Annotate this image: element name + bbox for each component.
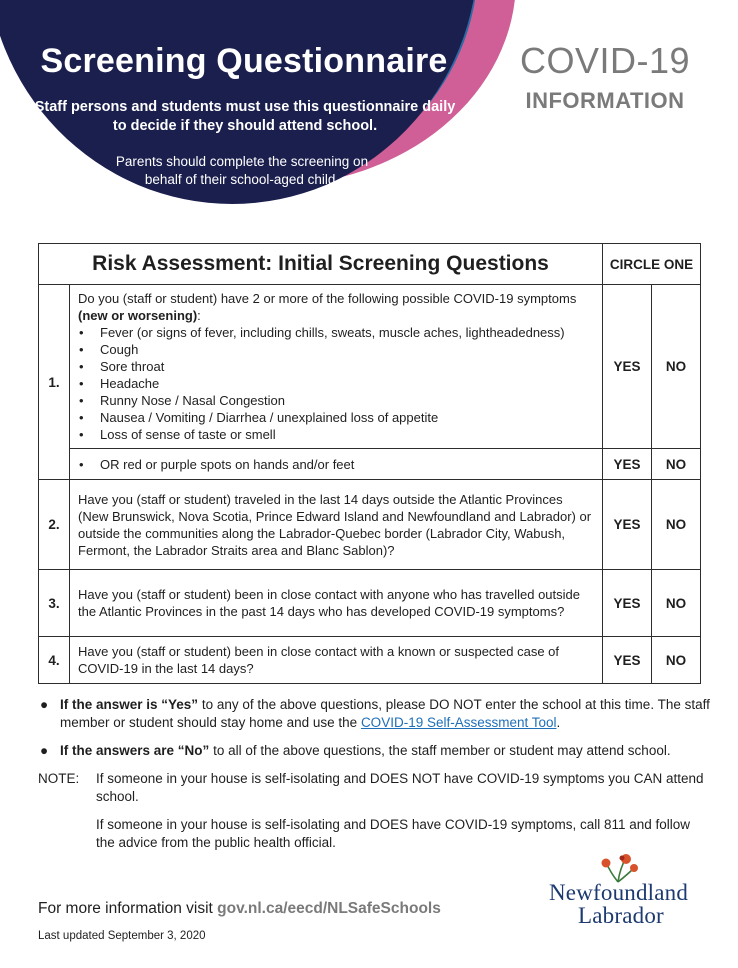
yes-guidance-end: . (556, 715, 561, 730)
question-number: 2. (39, 480, 70, 570)
question-3-text: Have you (staff or student) been in close contact with anyone who has travelled outside the Atlantic Provinces in the past 14 days who has developed COVID-19 symptoms? (70, 570, 603, 637)
yes-option[interactable]: YES (603, 570, 652, 637)
logo-text-labrador: Labrador (578, 903, 664, 928)
no-option[interactable]: NO (652, 570, 701, 637)
bullet: ● (40, 697, 49, 712)
question-1-text (70, 285, 603, 449)
logo-text-newfoundland: Newfoundland (549, 880, 689, 905)
symptom-list (78, 324, 594, 443)
yes-option[interactable]: YES (603, 480, 652, 570)
yes-guidance-lead: If the answer is “Yes” (60, 697, 199, 712)
no-option[interactable]: NO (652, 285, 701, 449)
covid-subtitle: INFORMATION (525, 88, 685, 113)
circle-one-heading: CIRCLE ONE (603, 244, 701, 285)
no-guidance-text: to all of the above questions, the staff member or student may attend school. (209, 743, 671, 758)
table-row (39, 637, 701, 684)
note-2: If someone in your house is self-isolating and DOES have COVID-19 symptoms, call 811 and follow the advice from the public health official. (96, 817, 691, 850)
note-block (38, 770, 710, 862)
question-1-colon: : (197, 308, 201, 323)
last-updated: Last updated September 3, 2020 (38, 930, 206, 942)
question-1-intro: Do you (staff or student) have 2 or more of the following possible COVID-19 symptoms (78, 291, 577, 306)
no-option[interactable]: NO (652, 449, 701, 480)
note-1: If someone in your house is self-isolating and DOES NOT have COVID-19 symptoms you CAN attend school. (96, 771, 704, 804)
self-assessment-tool-link[interactable]: COVID-19 Self-Assessment Tool (360, 715, 557, 730)
table-row (39, 285, 701, 449)
note-label: NOTE: (38, 771, 80, 786)
table-heading: Risk Assessment: Initial Screening Questions (39, 244, 603, 285)
website-url[interactable]: gov.nl.ca/eecd/NLSafeSchools (217, 900, 441, 917)
list-item: • Loss of sense of taste or smell (78, 426, 594, 443)
list-item: • Fever (or signs of fever, including chills, sweats, muscle aches, lightheadedness) (78, 324, 594, 341)
no-option[interactable]: NO (652, 637, 701, 684)
no-option[interactable]: NO (652, 480, 701, 570)
yes-guidance-text: to any of the above questions, please DO NOT enter the school at this time. The staff member or student should stay home and use the (60, 697, 710, 730)
covid-title: COVID-19 (519, 40, 691, 81)
page-title: Screening Questionnaire (40, 42, 448, 80)
list-item: • Runny Nose / Nasal Congestion (78, 392, 594, 409)
question-1-emphasis: (new or worsening) (78, 308, 198, 323)
more-info-label: For more information visit (38, 900, 218, 917)
guidance-section (38, 696, 710, 862)
question-1-extra (70, 449, 603, 480)
question-number: 4. (39, 637, 70, 684)
page-subtitle: Staff persons and students must use this questionnaire daily to decide if they should attend school. (34, 99, 456, 134)
no-guidance (38, 742, 710, 760)
yes-guidance (38, 696, 710, 732)
table-row (39, 570, 701, 637)
question-number: 3. (39, 570, 70, 637)
no-guidance-lead: If the answers are “No” (60, 743, 210, 758)
more-info (38, 900, 441, 918)
list-item: • Cough (78, 341, 594, 358)
table-row (39, 480, 701, 570)
yes-option[interactable]: YES (603, 285, 652, 449)
table-row (39, 449, 701, 480)
yes-option[interactable]: YES (603, 637, 652, 684)
list-item: • OR red or purple spots on hands and/or feet (78, 456, 594, 473)
question-number: 1. (39, 285, 70, 480)
table-header-row (39, 244, 701, 285)
parents-note: Parents should complete the screening on behalf of their school-aged child. (115, 154, 369, 187)
list-item: • Headache (78, 375, 594, 392)
bullet: ● (40, 743, 49, 758)
question-2-text: Have you (staff or student) traveled in the last 14 days outside the Atlantic Provinces (New Brunswick, Nova Scotia, Prince Edward Island and Newfoundland and Labrador) or outside the communities along the Labrador-Quebec border (Labrador City, Wabush, Fermont, the Labrador Straits area and Blanc Sablon)? (70, 480, 603, 570)
screening-table (38, 243, 701, 684)
list-item: • Nausea / Vomiting / Diarrhea / unexplained loss of appetite (78, 409, 594, 426)
yes-option[interactable]: YES (603, 449, 652, 480)
question-4-text: Have you (staff or student) been in close contact with a known or suspected case of COVID-19 in the last 14 days? (70, 637, 603, 684)
list-item: • Sore throat (78, 358, 594, 375)
